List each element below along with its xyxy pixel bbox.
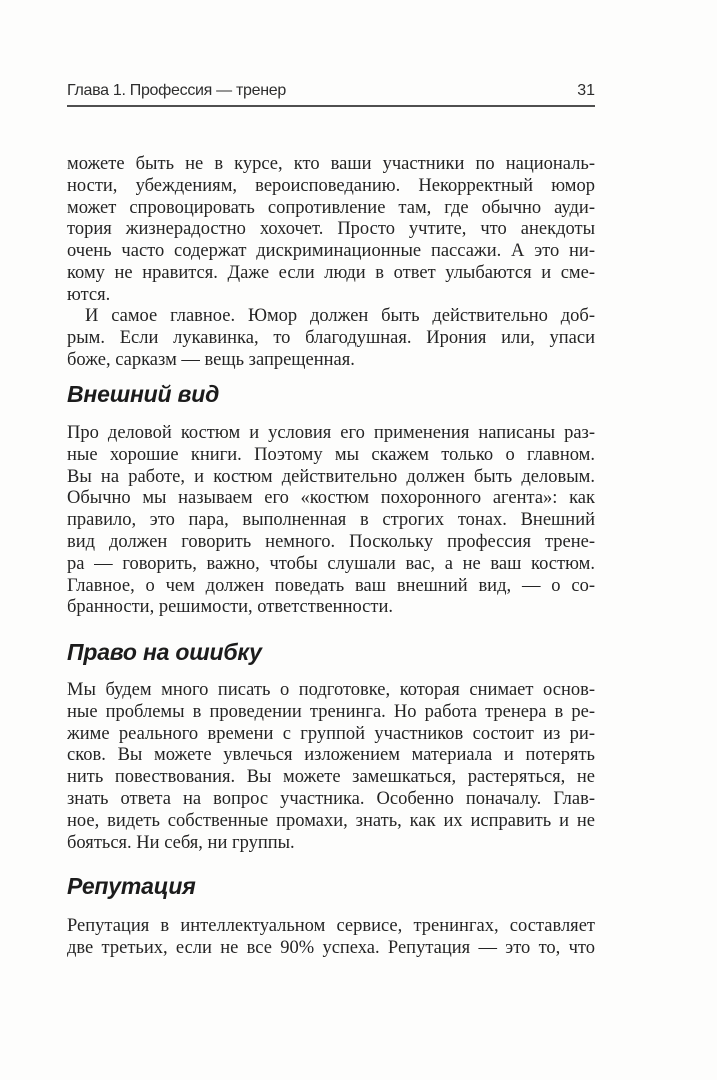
text-line: может спровоцировать сопротивление там, где обычно ауди-: [67, 197, 595, 218]
text-line: Про деловой костюм и условия его применения написаны раз-: [67, 423, 595, 443]
section-heading: Репутация: [67, 873, 196, 899]
paragraph: [67, 154, 595, 307]
text-line: Репутация в интеллектуальном сервисе, тренингах, составляет: [67, 916, 595, 936]
paragraph: [67, 423, 595, 619]
text-line: бояться. Ни себя, ни группы.: [67, 832, 295, 853]
text-line: ются.: [67, 284, 111, 305]
text-line: Главное, о чем должен поведать ваш внешний вид, — о со-: [67, 575, 595, 596]
text-line: тория жизнерадостно хохочет. Просто учтите, что анекдоты: [67, 219, 595, 240]
text-line: боже, сарказм — вещь запрещенная.: [67, 349, 355, 370]
text-line: ра — говорить, важно, чтобы слушали вас, а не ваш костюм.: [67, 553, 595, 574]
text-line: очень часто содержат дискриминационные пассажи. А это ни-: [67, 241, 595, 262]
section-heading: Право на ошибку: [67, 639, 262, 665]
paragraph: [67, 680, 595, 854]
text-line: сков. Вы можете увлечься изложением материала и потерять: [67, 745, 595, 766]
text-line: Вы на работе, и костюм действительно должен быть деловым.: [67, 466, 595, 487]
text-line: вид должен говорить немного. Поскольку профессия трене-: [67, 531, 595, 552]
running-head: [67, 82, 595, 107]
text-line: кому не нравится. Даже если люди в ответ улыбаются и сме-: [67, 262, 595, 283]
text-line: ные хорошие книги. Поэтому мы скажем только о главном.: [67, 444, 595, 465]
page-number: 31: [577, 82, 595, 99]
text-line: нить повествования. Вы можете замешкаться, растеряться, не: [67, 767, 595, 788]
text-line: Мы будем много писать о подготовке, которая снимает основ-: [67, 680, 595, 700]
paragraph: [67, 306, 595, 371]
text-line: жиме реального времени с группой участников состоит из ри-: [67, 723, 595, 744]
text-line: ные проблемы в проведении тренинга. Но работа тренера в ре-: [67, 701, 595, 722]
text-line: правило, это пара, выполненная в строгих тонах. Внешний: [67, 510, 595, 531]
text-line: И самое главное. Юмор должен быть действительно доб-: [85, 306, 595, 326]
text-line: можете быть не в курсе, кто ваши участники по националь-: [67, 154, 595, 174]
text-line: Обычно мы называем его «костюм похоронного агента»: как: [67, 488, 595, 509]
running-head-title: Глава 1. Профессия — тренер: [67, 82, 286, 99]
text-line: рым. Если лукавинка, то благодушная. Ирония или, упаси: [67, 327, 595, 348]
text-line: знать ответа на вопрос участника. Особенно поначалу. Глав-: [67, 788, 595, 809]
paragraph: [67, 916, 595, 960]
text-line: бранности, решимости, ответственности.: [67, 597, 394, 618]
text-line: две третьих, если не все 90% успеха. Репутация — это то, что: [67, 937, 595, 958]
section-heading: Внешний вид: [67, 381, 220, 407]
text-line: ное, видеть собственные промахи, знать, как их исправить и не: [67, 810, 595, 831]
text-line: ности, убеждениям, вероисповеданию. Некорректный юмор: [67, 175, 595, 196]
